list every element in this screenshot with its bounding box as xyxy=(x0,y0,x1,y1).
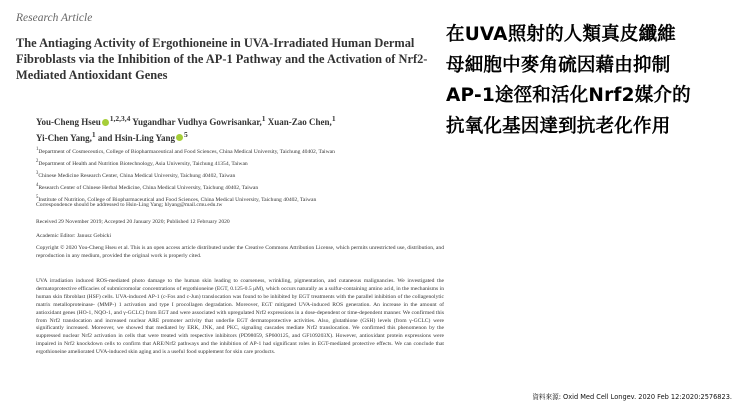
affiliation-list xyxy=(36,145,444,205)
headline-line: 抗氧化基因達到抗老化作用 xyxy=(446,115,671,137)
author-affiliation-sup: 1 xyxy=(331,114,336,123)
affiliation-text: Department of Health and Nutrition Biotechnology, Asia University, Taichung 41354, Taiwan xyxy=(38,160,248,167)
affiliation-text: Department of Cosmeceutics, College of Biopharmaceutical and Food Sciences, China Medical University, Taichung 40402, Taiwan xyxy=(38,148,335,155)
affiliation-sup: 1 xyxy=(36,147,39,152)
author-name: You-Cheng Hseu xyxy=(36,117,101,127)
article-title: The Antiaging Activity of Ergothioneine in UVA-Irradiated Human Dermal Fibroblasts via the Inhibition of the AP-1 Pathway and the Activation of Nrf2-Mediated Antioxidant Genes xyxy=(16,36,428,82)
academic-editor: Academic Editor: Janusz Gebicki xyxy=(36,233,112,239)
affiliation-item xyxy=(36,145,444,157)
author-name: Xuan-Zao Chen, xyxy=(265,117,332,127)
author-line-1 xyxy=(36,113,441,129)
affiliation-item xyxy=(36,157,444,169)
author-affiliation-sup: 5 xyxy=(184,129,188,139)
affiliation-sup: 4 xyxy=(36,182,39,188)
affiliation-sup: 5 xyxy=(36,194,39,200)
publication-dates: Received 29 November 2019; Accepted 20 January 2020; Published 12 February 2020 xyxy=(36,219,230,225)
author-line-2 xyxy=(36,129,441,145)
headline-line: AP-1途徑和活化Nrf2媒介的 xyxy=(446,85,691,106)
author-list xyxy=(36,113,441,144)
orcid-icon[interactable] xyxy=(176,134,183,141)
author-affiliation-sup: 1 xyxy=(261,114,266,123)
author-name: and Hsin-Ling Yang xyxy=(95,132,176,143)
abstract-text: UVA irradiation induced ROS-mediated photo damage to the human skin leading to coarseness, wrinkling, pigmentation, and cutaneous malignancies. We investigated the dermatoprotective efficacies of submicromolar concentrations of ergothioneine (EGT, 0.125-0.5 μM), which occurs naturally as a sulfur-containing amino acid, in the mechanisms in human skin fibroblast (HSF) cells. UVA-induced AP-1 (c-Fos and c-Jun) translocation was found to be inhibited by EGT treatments with the parallel inhibition of the collagenolytic matrix metalloproteinase- (MMP-) 1 activation and type I procollagen degradation. Moreover, EGT mitigated UVA-induced ROS generation. An increase in the amount of antioxidant genes (HO-1, NQO-1, and γ-GCLC) from EGT and were associated with upregulated Nrf2 expressions in a dose-dependent or time-dependent manner. We confirmed this from Nrf2 translocation and increased nuclear ARE promoter activity that underlie EGT dermatoprotective activities. Also, glutathione (GSH) levels (from γ-GCLC) were significantly increased. Moreover, we showed that mediated by ERK, JNK, and PKC, signaling cascades mediate Nrf2 translocation. We confirmed this phenomenon by the suppressed nuclear Nrf2 activation in cells that were treated with respective inhibitors (PD98059, SP600125, and GF109203X). However, antioxidant protein expressions were impaired in Nrf2 knockdown cells to confirm that ARE/Nrf2 pathways and the inhibition of AP-1 had significant roles in EGT-mediated protective effects. We can conclude that ergothioneine ameliorated UVA-induced skin aging and is a useful food supplement for skin care products. xyxy=(36,278,444,356)
affiliation-item xyxy=(36,181,444,193)
author-name: Yi-Chen Yang, xyxy=(36,132,92,143)
affiliation-sup: 2 xyxy=(36,158,39,164)
article-type-label: Research Article xyxy=(16,12,93,24)
affiliation-text: Institute of Nutrition, College of Biopharmaceutical and Food Sciences, China Medical University, Taichung 40402, Taiwan xyxy=(38,196,317,203)
orcid-icon[interactable] xyxy=(102,119,109,126)
headline-line: 在UVA照射的人類真皮纖維 xyxy=(446,24,677,45)
affiliation-text: Chinese Medicine Research Center, China Medical University, Taichung 40402, Taiwan xyxy=(38,172,236,179)
correspondence: Correspondence should be addressed to Hsin-Ling Yang; hlyang@mail.cmu.edu.tw xyxy=(36,202,223,208)
author-affiliation-sup: 1,2,3,4 xyxy=(109,114,131,123)
author-name: Yugandhar Vudhya Gowrisankar, xyxy=(130,117,262,127)
affiliation-item xyxy=(36,169,444,181)
copyright-notice: Copyright © 2020 You-Cheng Hseu et al. This is an open access article distributed under the Creative Commons Attribution License, which permits unrestricted use, distribution, and reproduction in any medium, provided the original work is properly cited. xyxy=(36,245,444,259)
chinese-headline xyxy=(446,20,736,142)
source-citation: 資料來源: Oxid Med Cell Longev. 2020 Feb 12:2020:2576823. xyxy=(532,393,732,401)
headline-line: 母細胞中麥角硫因藉由抑制 xyxy=(446,54,671,76)
affiliation-text: Research Center of Chinese Herbal Medicine, China Medical University, Taichung 40402, Taiwan xyxy=(38,184,259,191)
author-affiliation-sup: 1 xyxy=(91,129,96,139)
affiliation-sup: 3 xyxy=(36,170,39,176)
